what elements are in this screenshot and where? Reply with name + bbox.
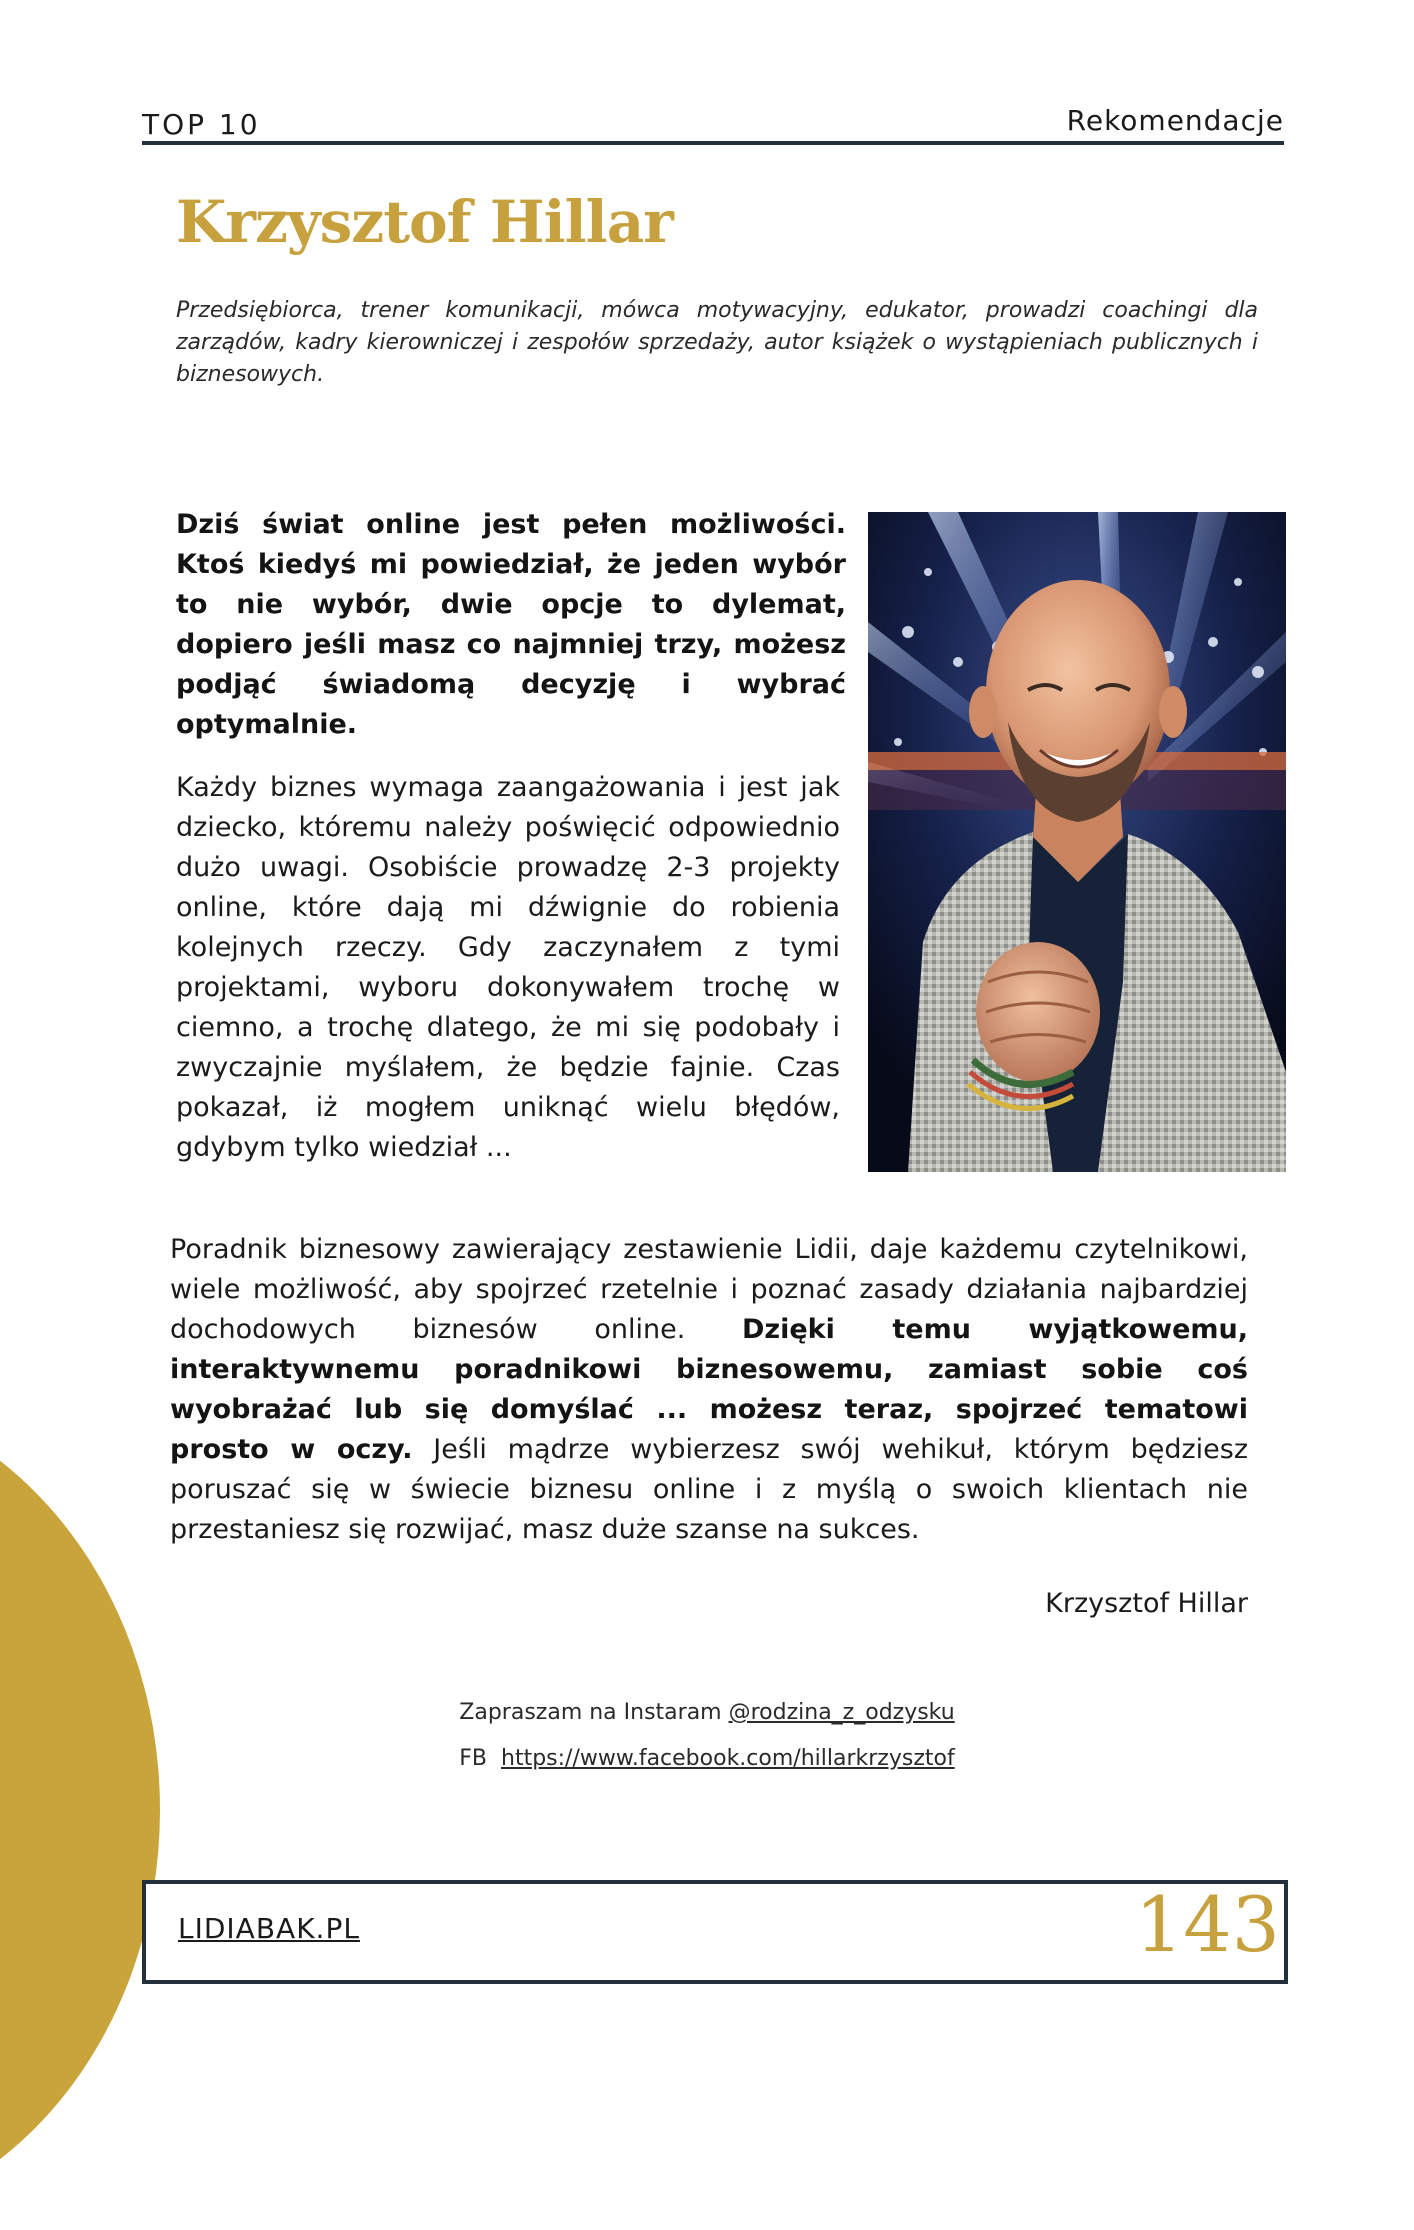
page-title: Krzysztof Hillar <box>176 188 673 256</box>
facebook-link[interactable]: https://www.facebook.com/hillarkrzysztof <box>501 1746 955 1771</box>
instagram-link[interactable]: @rodzina_z_odzysku <box>728 1700 955 1725</box>
author-bio: Przedsiębiorca, trener komunikacji, mówca motywacyjny, edukator, prowadzi coachingi dla zarządów, kadry kierowniczej i zespołów sprzedaży, autor książek o wystąpieniach publicznych i biznesowych. <box>176 298 1258 387</box>
instagram-line <box>0 1700 1414 1725</box>
author-photo <box>868 512 1286 1172</box>
instagram-prefix: Zapraszam na Instaram <box>459 1700 729 1725</box>
header-divider <box>142 141 1284 145</box>
paragraph-2-highlight: Dzięki temu wyjątkowemu, interaktywnemu poradnikowi biznesowemu, zamiast sobie coś wyobrażać lub się domyślać ... możesz teraz, spojrzeć tematowi prosto w oczy. <box>170 1314 1248 1465</box>
author-signature: Krzysztof Hillar <box>1045 1588 1248 1619</box>
paragraph-2-intro: Poradnik biznesowy zawierający zestawienie Lidii, daje każdemu czytelnikowi, wiele możliwość, aby spojrzeć rzetelnie i poznać zasady działania najbardziej dochodowych biznesów online. <box>170 1234 1248 1345</box>
portrait-illustration <box>868 512 1286 1172</box>
paragraph-2-conclusion: Jeśli mądrze wybierzesz swój wehikuł, którym będziesz poruszać się w świecie biznesu online i z myślą o swoich klientach nie przestaniesz się rozwijać, masz duże szanse na sukces. <box>170 1434 1248 1545</box>
facebook-line <box>0 1746 1414 1771</box>
footer-site-link[interactable]: LIDIABAK.PL <box>178 1912 360 1945</box>
decorative-gold-circle <box>0 1390 160 2230</box>
body-paragraph-1: Każdy biznes wymaga zaangażowania i jest jak dziecko, któremu należy poświęcić odpowiednio dużo uwagi. Osobiście prowadzę 2-3 projekty online, które dają mi dźwignie do robienia kolejnych rzeczy. Gdy zaczynałem z tymi projektami, wyboru dokonywałem trochę w ciemno, a trochę dlatego, że mi się podobały i zwyczajnie myślałem, że będzie fajnie. Czas pokazał, iż mogłem uniknąć wielu błędów, gdybym tylko wiedział ... <box>176 772 840 1163</box>
body-paragraph-2 <box>170 1230 1248 1550</box>
header-category-label: Rekomendacje <box>1066 104 1284 137</box>
facebook-prefix: FB <box>459 1746 502 1771</box>
header-section-label: TOP 10 <box>142 108 261 141</box>
page-footer <box>142 1880 1288 1984</box>
lead-quote: Dziś świat online jest pełen możliwości. Ktoś kiedyś mi powiedział, że jeden wybór to nie wybór, dwie opcje to dylemat, dopiero jeśli masz co najmniej trzy, możesz podjąć świadomą decyzję i wybrać optymalnie. <box>176 509 846 740</box>
page-number: 143 <box>1134 1880 1280 1969</box>
